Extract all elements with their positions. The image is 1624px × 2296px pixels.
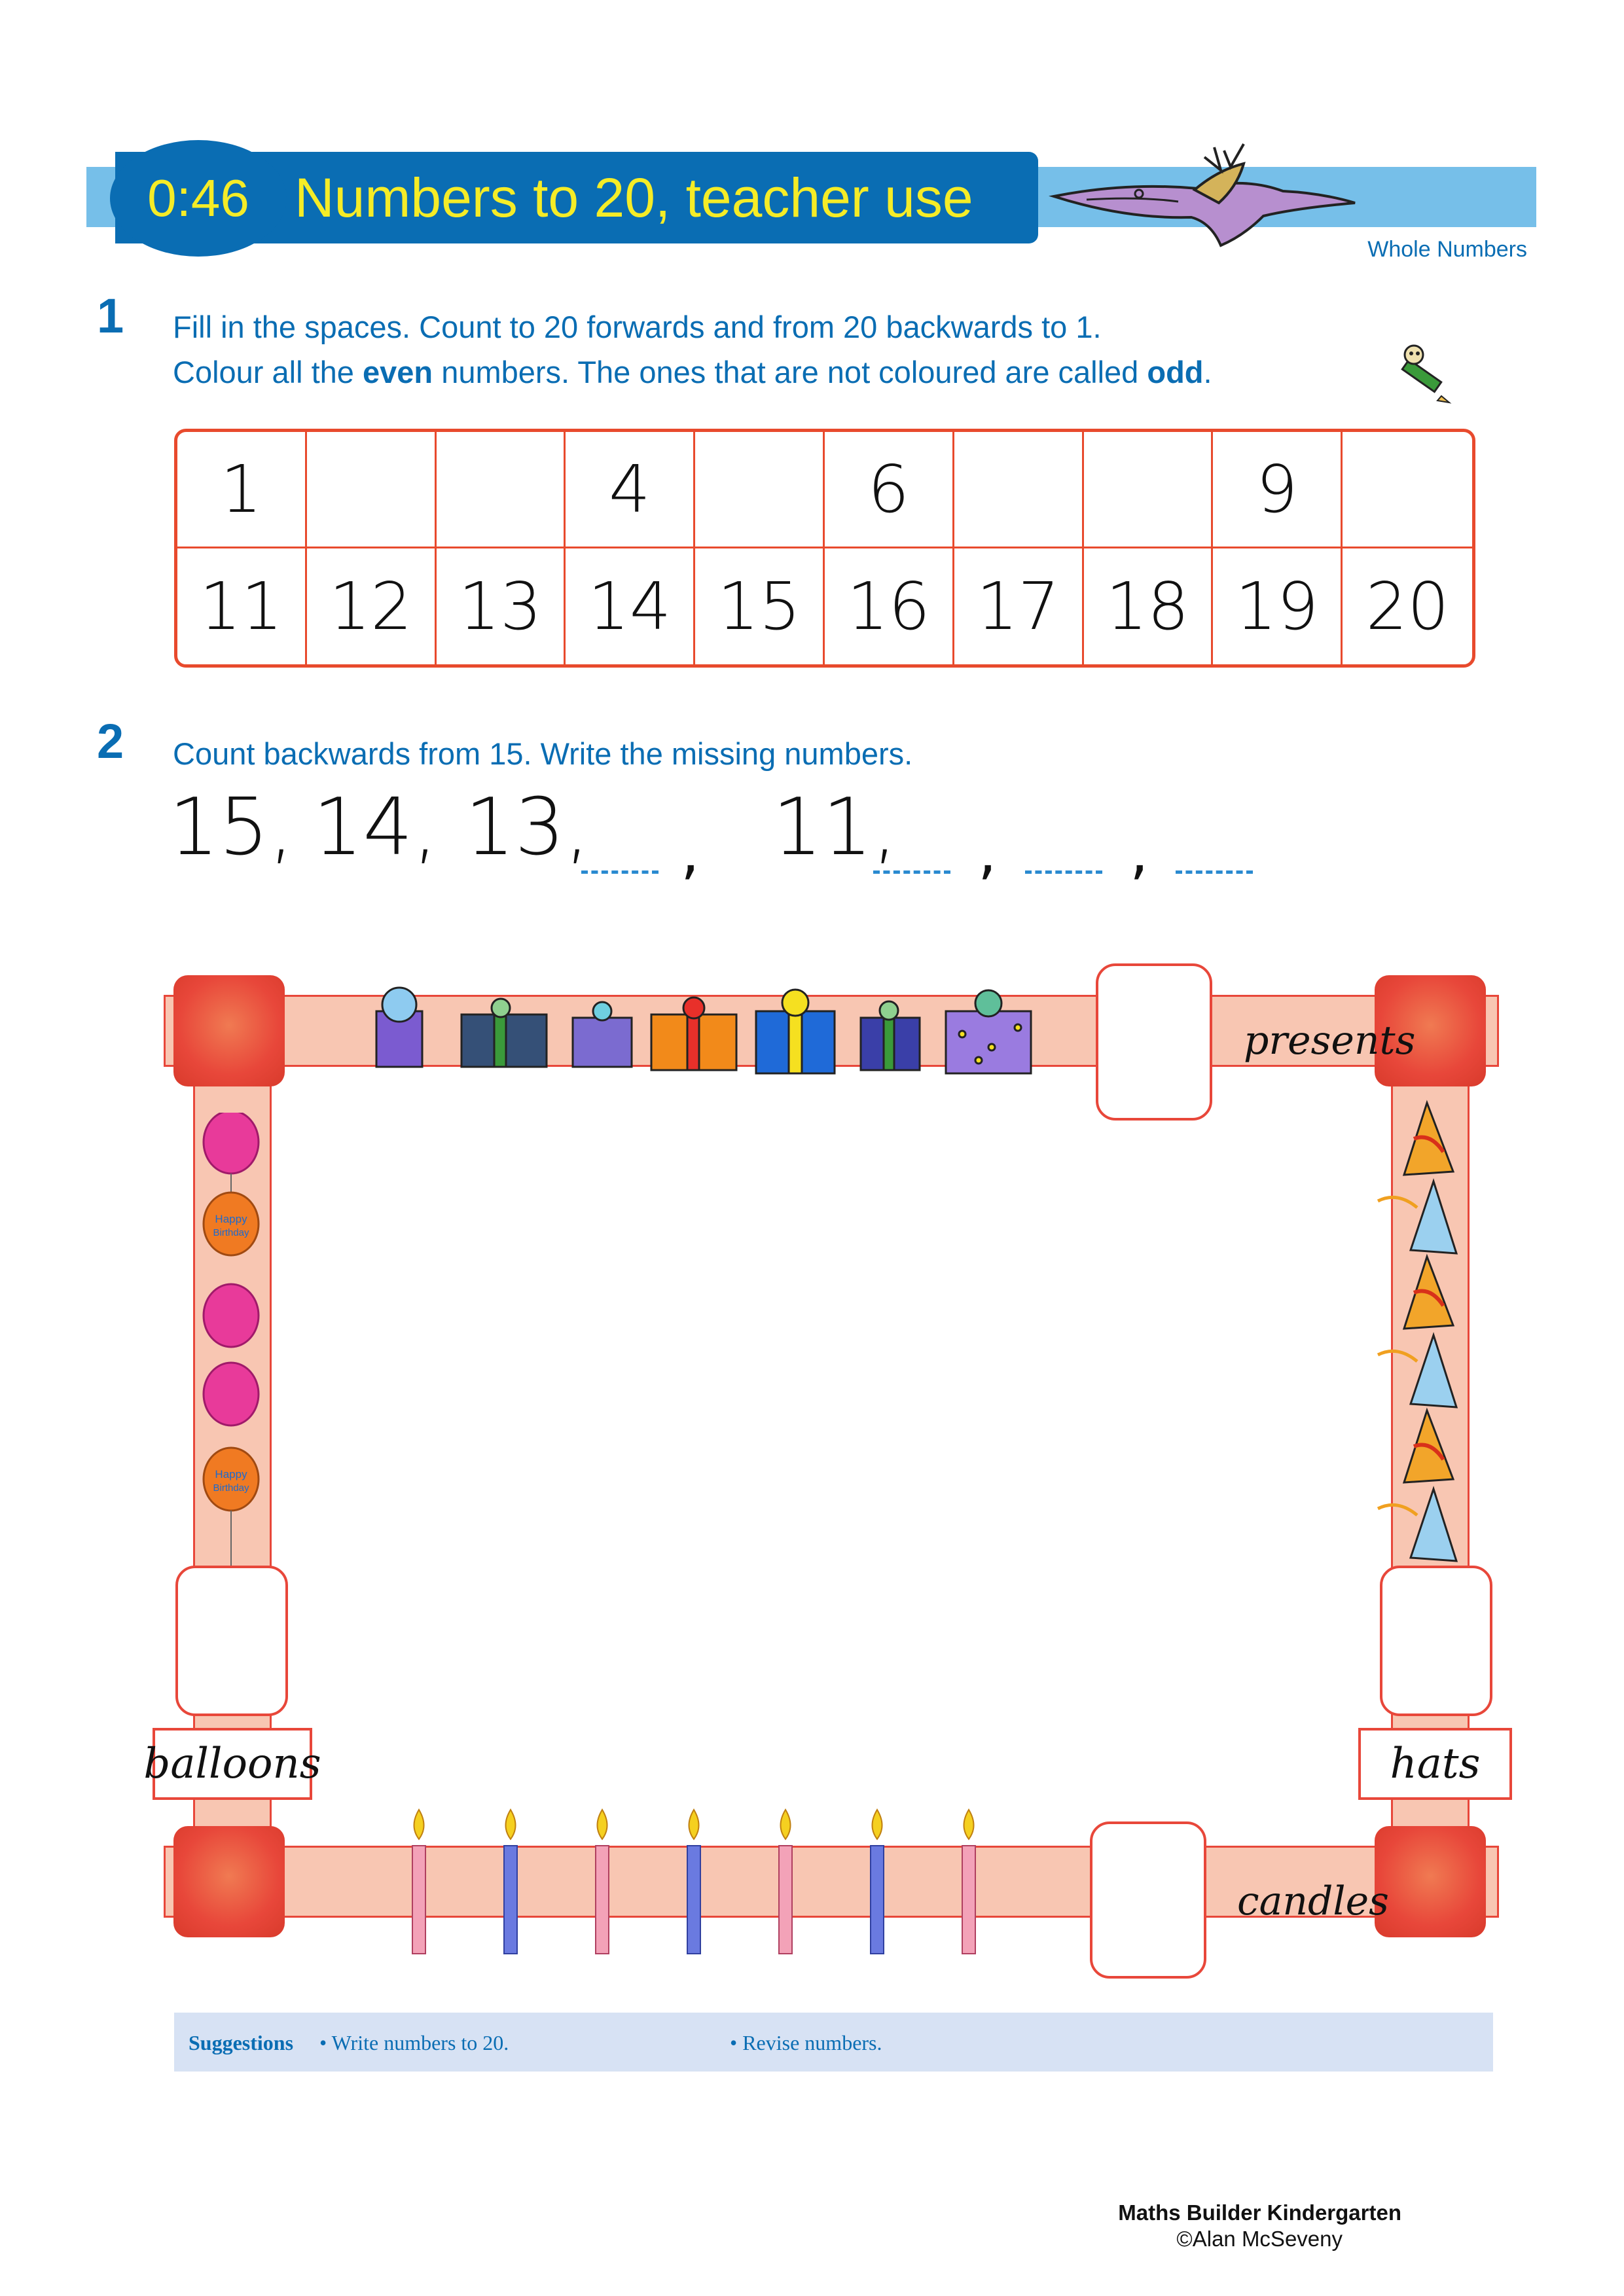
present-icon [376, 988, 422, 1067]
q1-text-part: numbers. The ones that are not coloured are called [433, 355, 1147, 389]
grid-cell[interactable]: 15 [695, 548, 825, 665]
present-icon [861, 1001, 920, 1070]
hats-answer-box[interactable] [1380, 1566, 1492, 1716]
grid-cell[interactable]: 1 [177, 432, 307, 548]
q1-text-part: . [1203, 355, 1212, 389]
balloons-column [195, 1113, 270, 1597]
candle-icon [504, 1810, 517, 1954]
sequence-comma: , [1130, 818, 1149, 887]
sequence-number: 14, [313, 782, 438, 873]
grid-cell[interactable]: 11 [177, 548, 307, 665]
present-icon [756, 990, 835, 1073]
candle-icon [687, 1810, 700, 1954]
candle-icon [962, 1810, 975, 1954]
number-grid [174, 429, 1475, 668]
party-hat-icon [1378, 1335, 1456, 1407]
candle-icon [871, 1810, 884, 1954]
q2-instruction: Count backwards from 15. Write the missing numbers. [173, 736, 913, 771]
party-hat-icon [1404, 1410, 1453, 1482]
copyright: ©Alan McSeveny [1176, 2227, 1343, 2251]
grid-cell[interactable]: 13 [437, 548, 566, 665]
grid-cell[interactable] [954, 432, 1084, 548]
hats-column [1365, 1093, 1470, 1571]
balloon-icon [204, 1193, 259, 1255]
presents-label: presents [1244, 1018, 1416, 1064]
candles-label: candles [1237, 1878, 1389, 1924]
grid-cell[interactable] [695, 432, 825, 548]
present-icon [573, 1002, 632, 1067]
suggestions-heading: Suggestions [189, 2031, 294, 2054]
q1-even-word: even [363, 355, 433, 389]
pterodactyl-illustration [1047, 131, 1362, 262]
party-hat-icon [1404, 1103, 1453, 1175]
balloons-answer-box[interactable] [175, 1566, 288, 1716]
grid-cell[interactable]: 14 [566, 548, 695, 665]
present-icon [461, 999, 547, 1067]
frame-corner [1375, 1826, 1486, 1937]
grid-cell[interactable] [1084, 432, 1214, 548]
q1-instruction-line1: Fill in the spaces. Count to 20 forwards and from 20 backwards to 1. [173, 310, 1102, 344]
sequence-number: 13, [465, 782, 590, 873]
q1-instruction-line2 [173, 350, 1212, 395]
presents-answer-box[interactable] [1096, 963, 1212, 1121]
party-hat-icon [1404, 1257, 1453, 1329]
grid-cell[interactable] [1343, 432, 1472, 548]
balloon-text: Happy [215, 1468, 247, 1480]
frame-corner [173, 975, 285, 1086]
grid-cell[interactable]: 20 [1365, 567, 1449, 645]
candles-row [393, 1806, 995, 1964]
grid-cell[interactable]: 4 [566, 432, 695, 548]
grid-cell[interactable]: 16 [825, 548, 954, 665]
lesson-number: 0:46 [147, 169, 249, 227]
section-label: Whole Numbers [1367, 237, 1527, 262]
presents-row [363, 982, 1057, 1080]
book-title: Maths Builder Kindergarten [1118, 2200, 1401, 2225]
question-1-number: 1 [97, 289, 124, 343]
grid-cell[interactable]: 12 [307, 548, 437, 665]
balloon-text: Birthday [213, 1227, 249, 1238]
grid-cell[interactable]: 18 [1084, 548, 1214, 665]
balloon-text: Birthday [213, 1482, 249, 1494]
suggestion-item: • Write numbers to 20. [319, 2031, 509, 2054]
candle-icon [779, 1810, 792, 1954]
candle-icon [596, 1810, 609, 1954]
grid-cell[interactable]: 6 [825, 432, 954, 548]
party-hat-icon [1378, 1181, 1456, 1253]
balloon-icon [204, 1363, 259, 1426]
grid-cell[interactable]: 19 [1213, 548, 1343, 665]
grid-cell[interactable]: 17 [954, 548, 1084, 665]
page-title: Numbers to 20, teacher use [295, 167, 973, 228]
party-hat-icon [1378, 1489, 1456, 1561]
balloons-label: balloons [153, 1728, 312, 1800]
balloon-icon [204, 1284, 259, 1347]
candle-icon [412, 1810, 425, 1954]
sequence-number: 15, [169, 782, 294, 873]
q1-odd-word: odd [1147, 355, 1204, 389]
answer-blank[interactable] [873, 870, 950, 874]
question-2-number: 2 [97, 714, 124, 768]
present-icon [946, 990, 1031, 1073]
grid-cell[interactable] [307, 432, 437, 548]
sequence-number: 11, [772, 782, 897, 873]
q1-text-part: Colour all the [173, 355, 363, 389]
grid-cell[interactable]: 9 [1213, 432, 1343, 548]
balloon-icon [204, 1113, 259, 1194]
suggestion-item: • Revise numbers. [730, 2031, 882, 2054]
frame-corner [173, 1826, 285, 1937]
pencil-worm-icon [1389, 340, 1454, 406]
sequence-comma: , [978, 818, 997, 887]
grid-cell[interactable] [437, 432, 566, 548]
answer-blank[interactable] [581, 870, 659, 874]
answer-blank[interactable] [1025, 870, 1102, 874]
hats-label: hats [1358, 1728, 1512, 1800]
candles-answer-box[interactable] [1090, 1821, 1206, 1979]
sequence-comma: , [681, 818, 700, 887]
balloon-text: Happy [215, 1213, 247, 1225]
answer-blank[interactable] [1176, 870, 1253, 874]
present-icon [651, 997, 736, 1070]
